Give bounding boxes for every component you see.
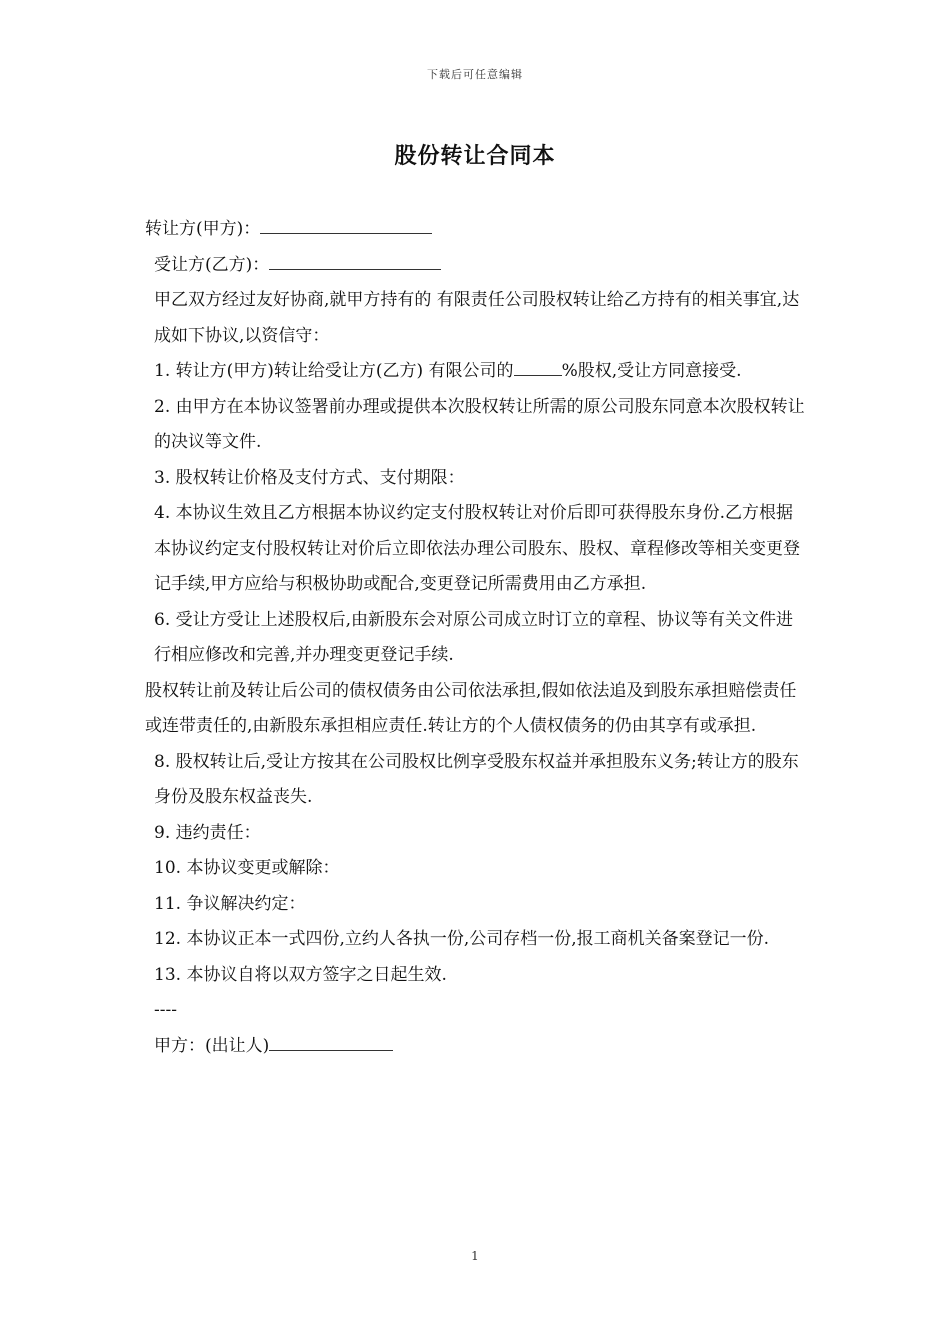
party-a-signature-blank <box>269 1034 393 1051</box>
transferor-label: 转让方(甲方)： <box>145 219 261 239</box>
clause-9: 9. 违约责任： <box>154 822 261 843</box>
header-note: 下载后可任意编辑 <box>427 68 523 81</box>
party-a-signature-label: 甲方：(出让人) <box>154 1035 270 1056</box>
clause-8: 8. 股权转让后,受让方按其在公司股权比例享受股东权益并承担股东义务;转让方的股东身份及股东权益丧失. <box>154 751 799 807</box>
clause-1 <box>145 354 807 390</box>
transferee-blank <box>269 253 441 270</box>
clause-12: 12. 本协议正本一式四份,立约人各执一份,公司存档一份,报工商机关备案登记一份. <box>154 929 770 949</box>
document-body <box>145 212 807 1064</box>
transferor-blank <box>260 217 432 234</box>
transferee-line <box>145 248 807 284</box>
transferor-line <box>145 212 807 248</box>
dashes-line: ---- <box>154 1000 177 1020</box>
clause-6: 6. 受让方受让上述股权后,由新股东会对原公司成立时订立的章程、协议等有关文件进行相应修改和完善,并办理变更登记手续. <box>154 609 794 665</box>
clause-13: 13. 本协议自将以双方签字之日起生效. <box>154 964 447 985</box>
intro-paragraph: 甲乙双方经过友好协商,就甲方持有的 有限责任公司股权转让给乙方持有的相关事宜,达成如下协议,以资信守： <box>154 290 800 346</box>
document-title: 股份转让合同本 <box>394 144 556 169</box>
clause-7: 股权转让前及转让后公司的债权债务由公司依法承担,假如依法追及到股东承担赔偿责任或连带责任的,由新股东承担相应责任.转让方的个人债权债务的仍由其享有或承担. <box>145 680 797 736</box>
clause-11: 11. 争议解决约定： <box>154 893 306 914</box>
clause-1-before: 1. 转让方(甲方)转让给受让方(乙方) 有限公司的 <box>154 361 514 381</box>
clause-10: 10. 本协议变更或解除： <box>154 858 340 878</box>
percentage-blank <box>514 359 562 376</box>
clause-3: 3. 股权转让价格及支付方式、支付期限： <box>154 467 465 488</box>
page-number: 1 <box>471 1249 479 1263</box>
clause-1-after: %股权,受让方同意接受. <box>561 361 742 381</box>
clause-4: 4. 本协议生效且乙方根据本协议约定支付股权转让对价后即可获得股东身份.乙方根据本协议约定支付股权转让对价后立即依法办理公司股东、股权、章程修改等相关变更登记手续,甲方应给与积极协助或配合,变更登记所需费用由乙方承担. <box>154 503 800 594</box>
clause-2: 2. 由甲方在本协议签署前办理或提供本次股权转让所需的原公司股东同意本次股权转让的决议等文件. <box>154 396 805 452</box>
party-a-signature-line <box>145 1029 807 1065</box>
transferee-label: 受让方(乙方)： <box>154 254 270 275</box>
